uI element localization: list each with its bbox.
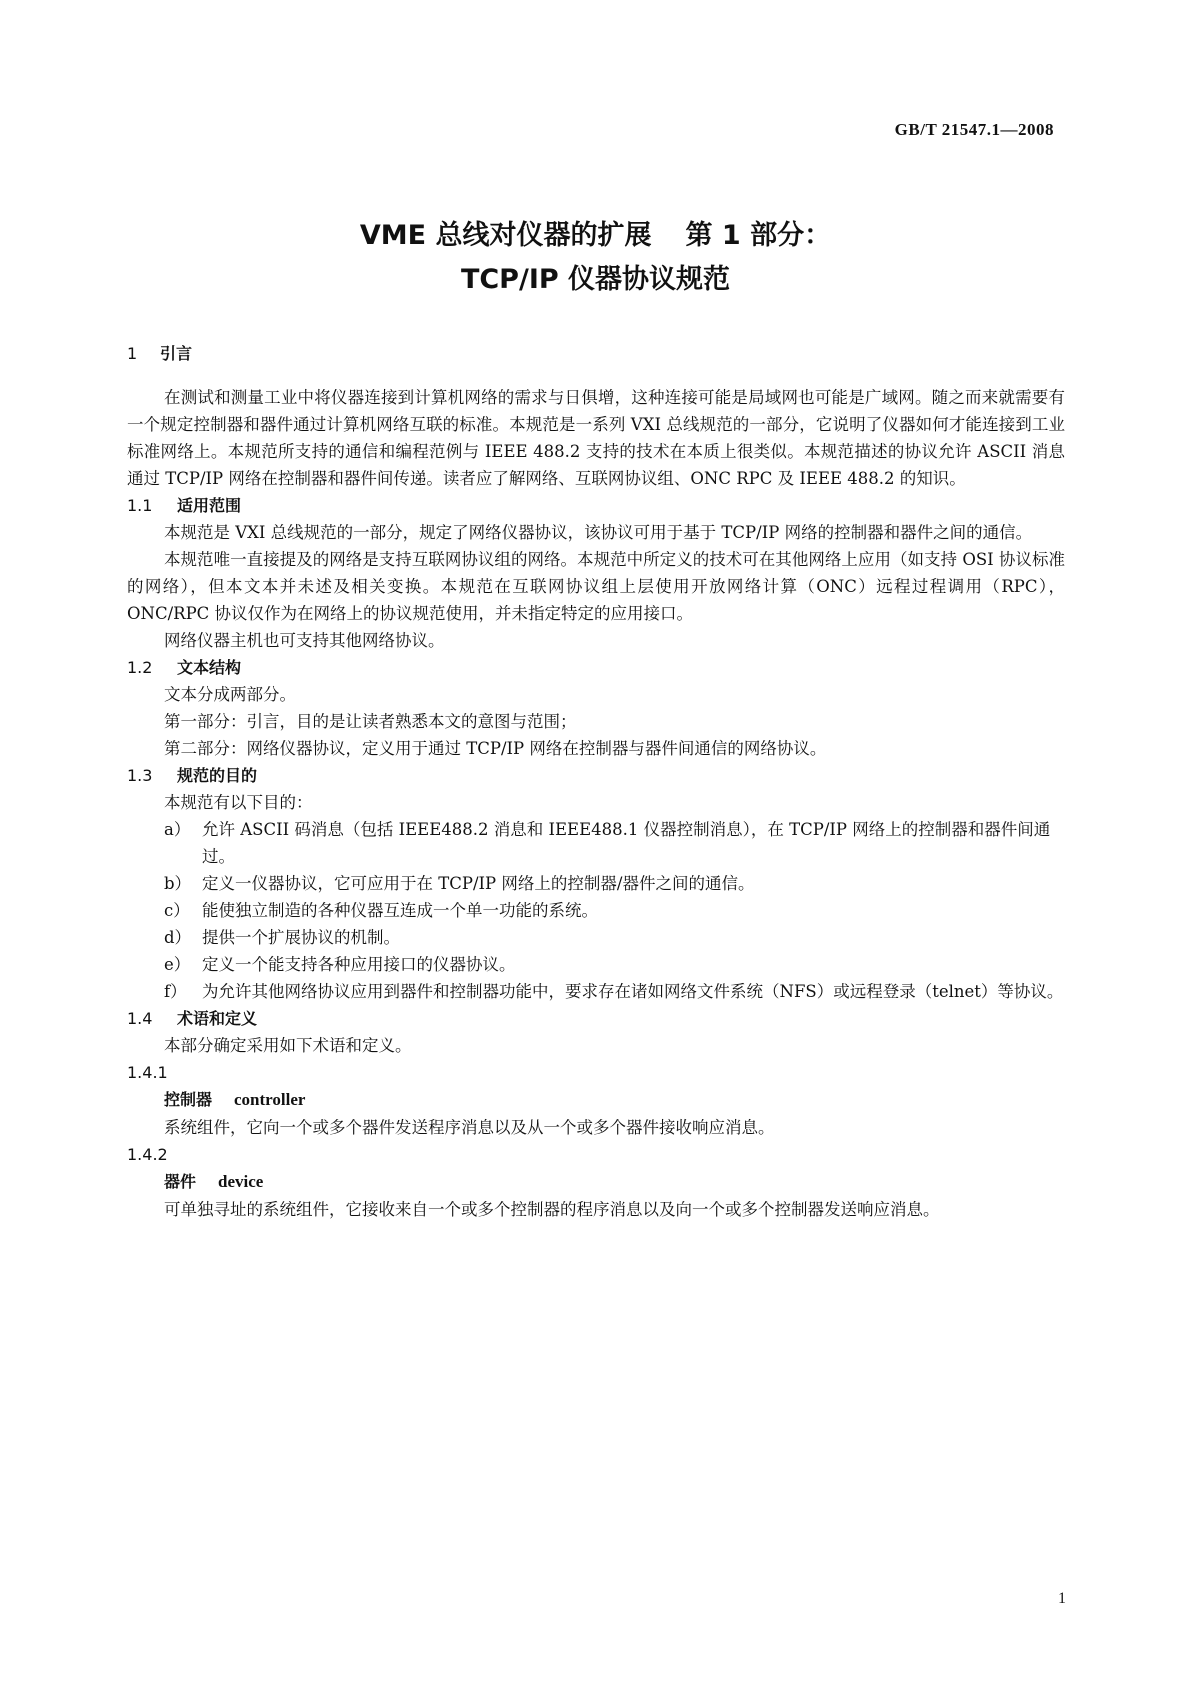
section-number: 1.2 bbox=[127, 658, 153, 677]
list-text: 能使独立制造的各种仪器互连成一个单一功能的系统。 bbox=[202, 901, 598, 920]
list-text: 为允许其他网络协议应用到器件和控制器功能中，要求存在诸如网络文件系统（NFS）或远程登录（telnet）等协议。 bbox=[202, 982, 1064, 1001]
list-marker: c） bbox=[164, 901, 190, 920]
section-1-2-heading bbox=[127, 654, 1065, 681]
section-title: 适用范围 bbox=[177, 496, 242, 515]
list-item bbox=[127, 870, 1065, 897]
section-1-paragraph: 在测试和测量工业中将仪器连接到计算机网络的需求与日俱增，这种连接可能是局域网也可能是广域网。随之而来就需要有一个规定控制器和器件通过计算机网络互联的标准。本规范是一系列 VXI 总线规范的一部分，它说明了仪器如何才能连接到工业标准网络上。本规范所支持的通信和编程范例与 IEEE 488.2 支持的技术在本质上很类似。本规范描述的协议允许 ASCII 消息通过 TCP/IP 网络在控制器和器件间传递。读者应了解网络、互联网协议组、ONC RPC 及 IEEE 488.2 的知识。 bbox=[127, 388, 1065, 488]
title-line-2: TCP/IP 仪器协议规范 bbox=[460, 264, 731, 295]
paragraph: 本部分确定采用如下术语和定义。 bbox=[164, 1036, 412, 1055]
title-part: 第 1 部分： bbox=[685, 220, 832, 251]
list-item bbox=[127, 924, 1065, 951]
term-number: 1.4.1 bbox=[127, 1063, 168, 1082]
section-1-1-heading bbox=[127, 492, 1065, 519]
paragraph: 本规范有以下目的： bbox=[164, 793, 313, 812]
title-main: VME 总线对仪器的扩展 bbox=[359, 220, 652, 251]
list-item bbox=[127, 978, 1065, 1005]
title-line-1 bbox=[0, 214, 1191, 258]
list-item bbox=[127, 816, 1065, 870]
section-1-3-heading bbox=[127, 762, 1065, 789]
paragraph: 本规范是 VXI 总线规范的一部分，规定了网络仪器协议，该协议可用于基于 TCP/IP 网络的控制器和器件之间的通信。 bbox=[164, 523, 1033, 542]
term-definition: 系统组件，它向一个或多个器件发送程序消息以及从一个或多个器件接收响应消息。 bbox=[164, 1118, 775, 1137]
section-number: 1 bbox=[127, 344, 138, 363]
paragraph: 文本分成两部分。 bbox=[164, 685, 296, 704]
term-chinese: 控制器 bbox=[164, 1090, 213, 1109]
paragraph: 网络仪器主机也可支持其他网络协议。 bbox=[164, 631, 445, 650]
section-title: 规范的目的 bbox=[177, 766, 258, 785]
paragraph: 第二部分：网络仪器协议，定义用于通过 TCP/IP 网络在控制器与器件间通信的网络协议。 bbox=[164, 739, 827, 758]
term-entry bbox=[127, 1086, 1065, 1114]
paragraph: 第一部分：引言，目的是让读者熟悉本文的意图与范围； bbox=[164, 712, 577, 731]
term-entry bbox=[127, 1168, 1065, 1196]
list-marker: b） bbox=[164, 874, 192, 893]
list-text: 提供一个扩展协议的机制。 bbox=[202, 928, 400, 947]
paragraph: 本规范唯一直接提及的网络是支持互联网协议组的网络。本规范中所定义的技术可在其他网络上应用（如支持 OSI 协议标准的网络），但本文本并未述及相关变换。本规范在互联网协议组上层使用开放网络计算（ONC）远程过程调用（RPC），ONC/RPC 协议仅作为在网络上的协议规范使用，并未指定特定的应用接口。 bbox=[127, 550, 1065, 623]
list-item bbox=[127, 951, 1065, 978]
list-text: 定义一个能支持各种应用接口的仪器协议。 bbox=[202, 955, 516, 974]
list-marker: f） bbox=[164, 982, 187, 1001]
section-title: 术语和定义 bbox=[177, 1009, 258, 1028]
section-number: 1.3 bbox=[127, 766, 153, 785]
section-number: 1.1 bbox=[127, 496, 153, 515]
section-1-heading bbox=[127, 340, 1065, 380]
term-chinese: 器件 bbox=[164, 1172, 197, 1191]
list-marker: a） bbox=[164, 820, 191, 839]
term-definition: 可单独寻址的系统组件，它接收来自一个或多个控制器的程序消息以及向一个或多个控制器发送响应消息。 bbox=[164, 1200, 940, 1219]
section-1-4-heading bbox=[127, 1005, 1065, 1032]
list-marker: d） bbox=[164, 928, 192, 947]
list-text: 允许 ASCII 码消息（包括 IEEE488.2 消息和 IEEE488.1 仪器控制消息），在 TCP/IP 网络上的控制器和器件间通过。 bbox=[202, 820, 1051, 866]
list-item bbox=[127, 897, 1065, 924]
list-text: 定义一仪器协议，它可应用于在 TCP/IP 网络上的控制器/器件之间的通信。 bbox=[202, 874, 755, 893]
page-number: 1 bbox=[1058, 1590, 1066, 1607]
list-marker: e） bbox=[164, 955, 191, 974]
section-title: 引言 bbox=[160, 344, 193, 363]
document-title bbox=[0, 214, 1191, 302]
term-number: 1.4.2 bbox=[127, 1145, 168, 1164]
document-body bbox=[127, 340, 1065, 1223]
section-title: 文本结构 bbox=[177, 658, 242, 677]
term-english: controller bbox=[234, 1090, 306, 1109]
section-number: 1.4 bbox=[127, 1009, 153, 1028]
standard-code: GB/T 21547.1—2008 bbox=[894, 120, 1054, 139]
term-english: device bbox=[218, 1172, 264, 1191]
